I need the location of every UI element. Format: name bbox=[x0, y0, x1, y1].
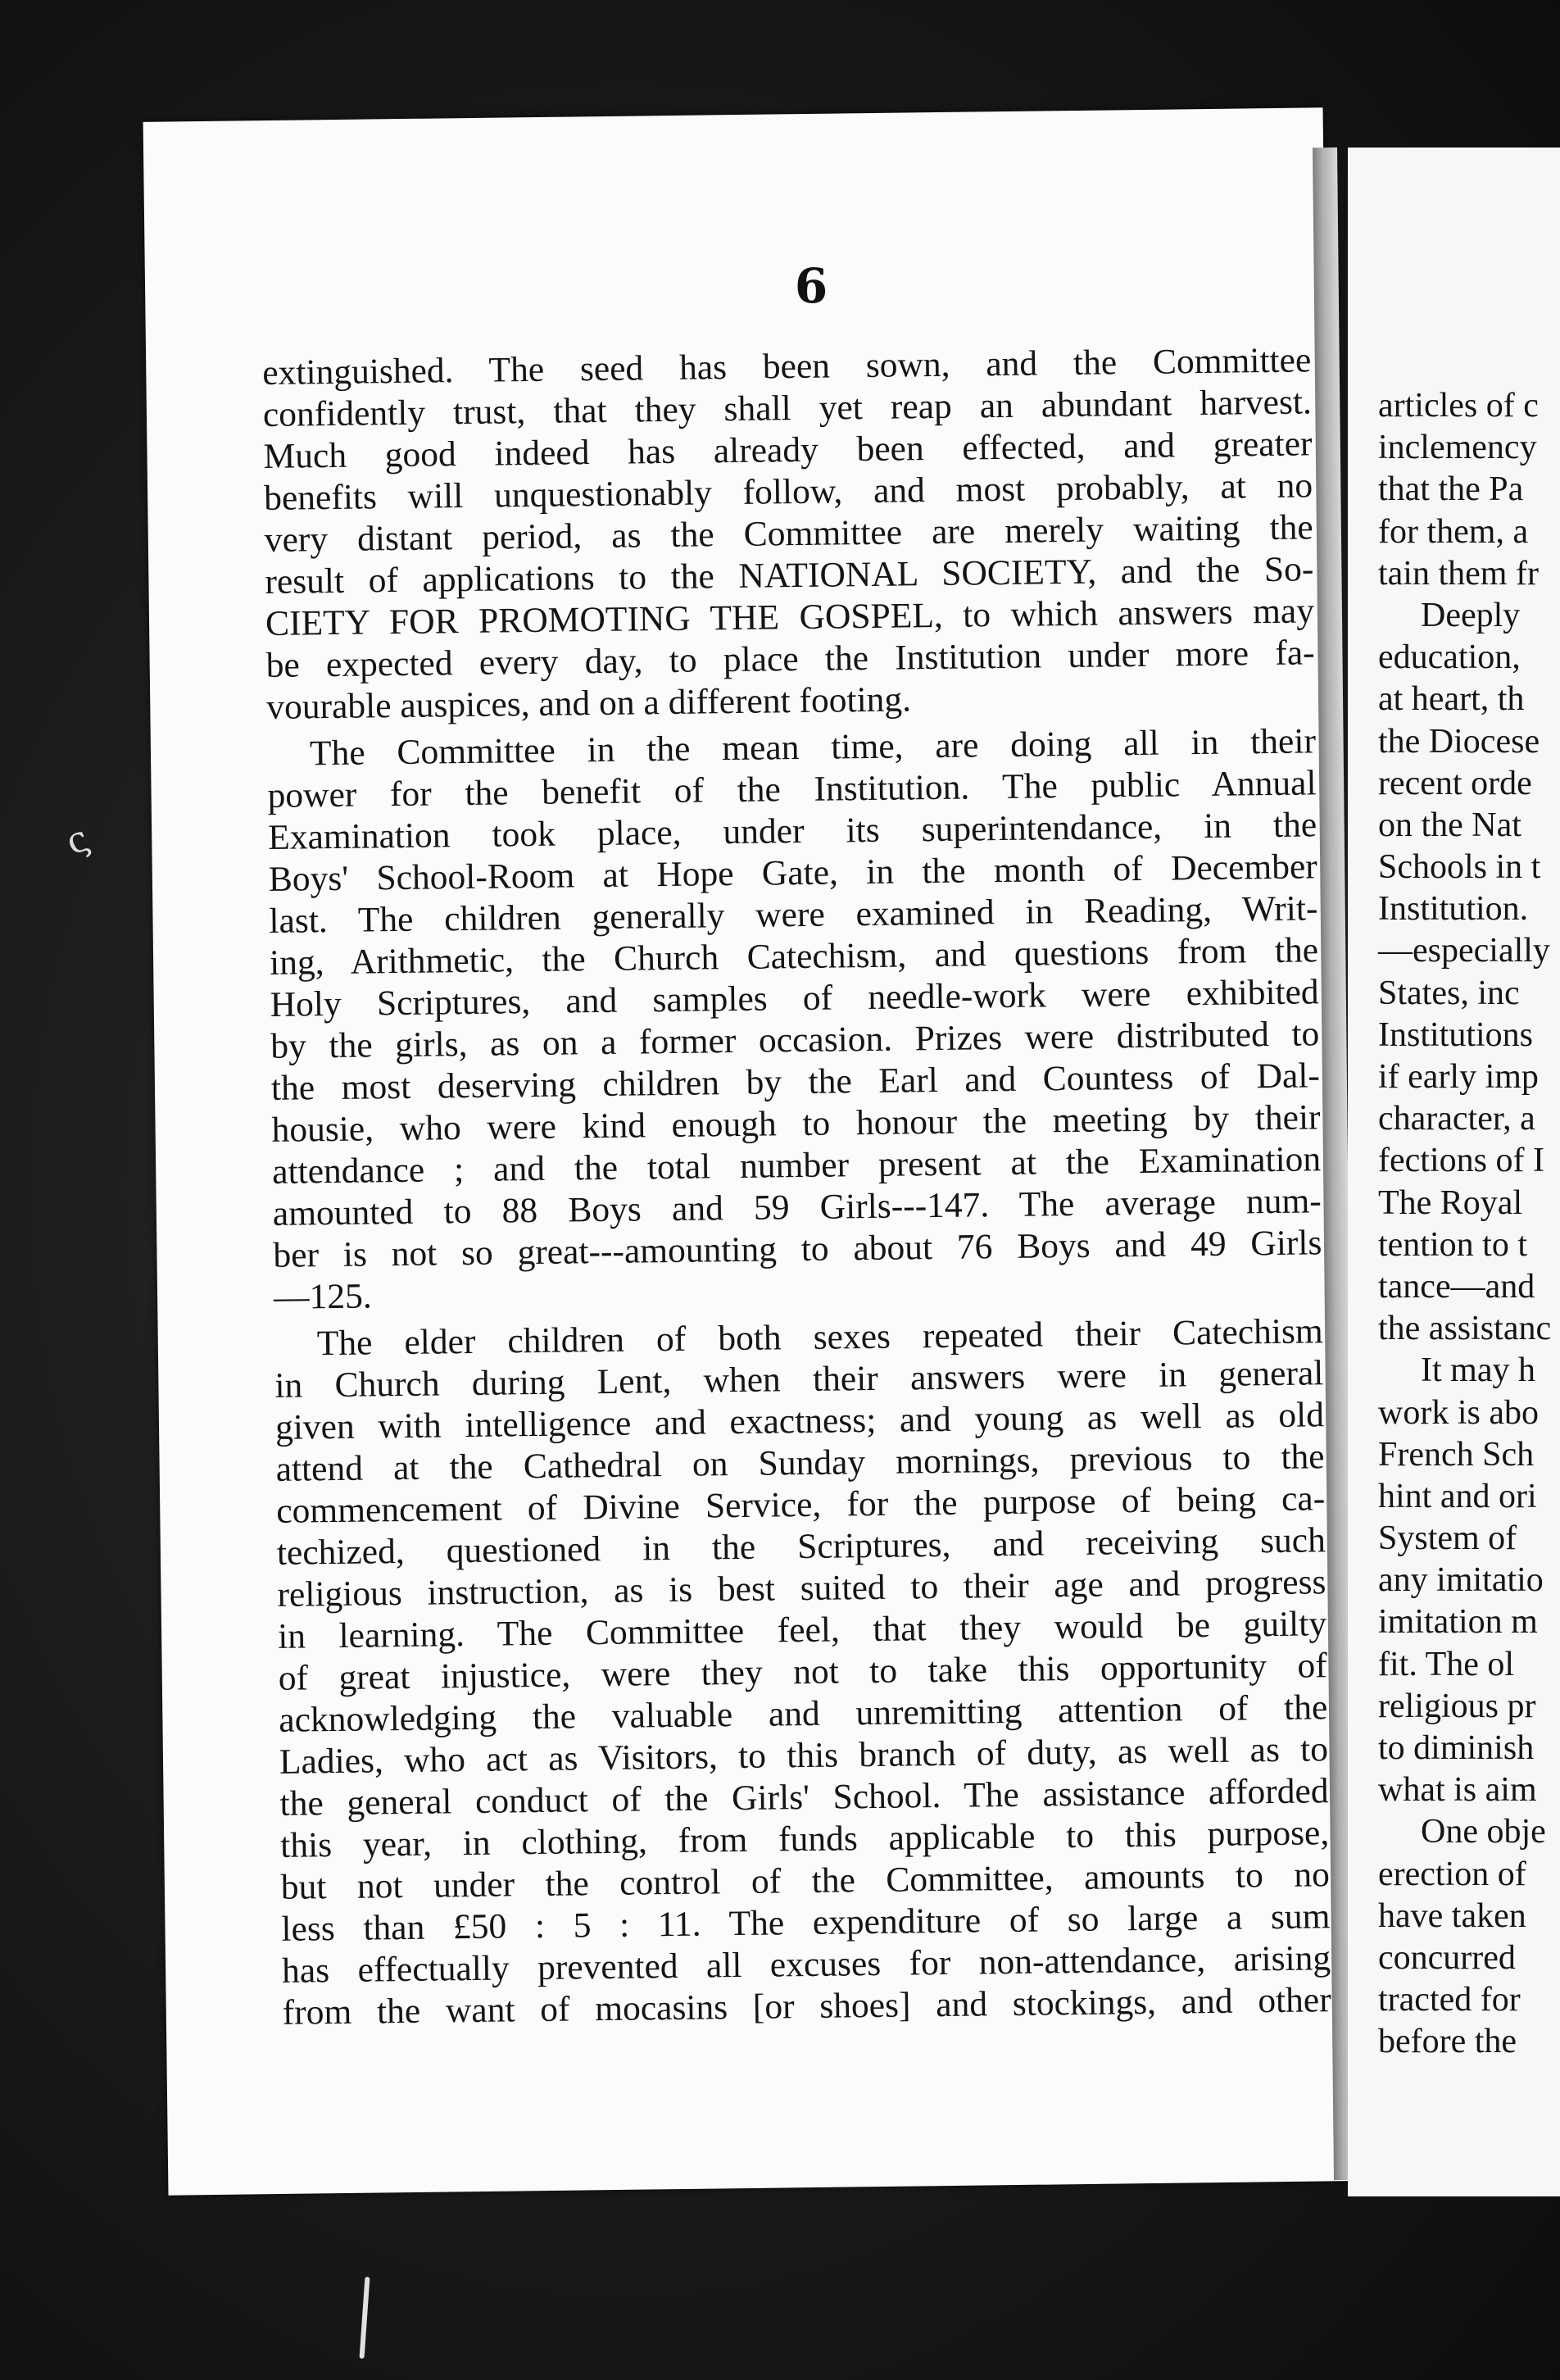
text-line: acknowledging the valuable and unremitting attention of the bbox=[279, 1687, 1328, 1740]
text-line: Holy Scriptures, and samples of needle-work were exhibited bbox=[270, 972, 1319, 1024]
facing-line: tracted for bbox=[1378, 1981, 1521, 2019]
text-line: in Church during Lent, when their answers were in general bbox=[274, 1353, 1324, 1406]
facing-line: character, a bbox=[1378, 1100, 1535, 1138]
facing-line: what is aim bbox=[1378, 1771, 1537, 1810]
facing-line: —especially bbox=[1378, 932, 1550, 970]
facing-line: One obje bbox=[1421, 1813, 1546, 1851]
text-line: from the want of mocasins [or shoes] and stockings, and other bbox=[282, 1980, 1331, 2033]
facing-line: concurred bbox=[1378, 1938, 1516, 1977]
facing-line: for them, a bbox=[1378, 512, 1529, 551]
facing-line: erection of bbox=[1378, 1855, 1526, 1893]
text-line: —125. bbox=[273, 1276, 372, 1317]
page-body bbox=[262, 339, 1331, 2033]
facing-line: work is abo bbox=[1378, 1393, 1539, 1432]
facing-line: tance—and bbox=[1378, 1267, 1535, 1306]
text-line: the most deserving children by the Earl and Countess of Dal- bbox=[270, 1056, 1321, 1108]
facing-line: the Diocese bbox=[1378, 722, 1540, 761]
facing-line: have taken bbox=[1378, 1896, 1526, 1935]
text-line: confidently trust, that they shall yet reap an abundant harvest. bbox=[262, 382, 1313, 434]
facing-line: before the bbox=[1378, 2023, 1517, 2061]
text-line: commencement of Divine Service, for the purpose of being ca- bbox=[275, 1478, 1326, 1531]
facing-line: Institution. bbox=[1378, 890, 1529, 929]
text-line: amounted to 88 Boys and 59 Girls---147. The average num- bbox=[272, 1181, 1322, 1233]
facing-line: States, inc bbox=[1378, 974, 1520, 1012]
text-line: less than £50 : 5 : 11. The expenditure of so large a sum bbox=[281, 1896, 1331, 1949]
text-line: but not under the control of the Committee, amounts to no bbox=[280, 1855, 1331, 1907]
text-line: Examination took place, under its superintendance, in the bbox=[267, 805, 1317, 857]
facing-line: religious pr bbox=[1378, 1687, 1536, 1725]
facing-line: education, bbox=[1378, 638, 1521, 677]
text-line: the general conduct of the Girls' School. The assistance afforded bbox=[279, 1771, 1329, 1824]
text-line: given with intelligence and exactness; and young as well as old bbox=[274, 1395, 1325, 1447]
text-line: benefits will unquestionably follow, and most probably, at no bbox=[263, 466, 1313, 518]
facing-line: Institutions bbox=[1378, 1015, 1534, 1054]
text-line: Ladies, who act as Visitors, to this branch of duty, as well as to bbox=[279, 1729, 1329, 1782]
facing-line: imitation m bbox=[1378, 1603, 1538, 1642]
text-line: result of applications to the NATIONAL SOCIETY, and the So- bbox=[265, 549, 1314, 602]
text-line: very distant period, as the Committee are merely waiting the bbox=[264, 507, 1313, 560]
facing-line: recent orde bbox=[1378, 764, 1532, 802]
facing-line: if early imp bbox=[1378, 1058, 1539, 1096]
text-line: ber is not so great---amounting to about 76 Boys and 49 Girls bbox=[273, 1223, 1322, 1275]
text-line: extinguished. The seed has been sown, and the Committee bbox=[262, 340, 1312, 393]
text-line: power for the benefit of the Institution. The public Annual bbox=[267, 763, 1317, 815]
facing-line: Deeply bbox=[1421, 596, 1521, 634]
text-line: The Committee in the mean time, are doing all in their bbox=[309, 721, 1317, 774]
text-line: ing, Arithmetic, the Church Catechism, and questions from the bbox=[269, 930, 1319, 983]
facing-line: articles of c bbox=[1378, 387, 1539, 425]
text-line: of great injustice, were they not to take this opportunity of bbox=[278, 1646, 1327, 1698]
facing-line: fit. The ol bbox=[1378, 1645, 1515, 1683]
facing-line: any imitatio bbox=[1378, 1561, 1544, 1600]
facing-line: on the Nat bbox=[1378, 806, 1521, 844]
facing-line: tention to t bbox=[1378, 1225, 1527, 1264]
facing-line: Schools in t bbox=[1378, 848, 1541, 887]
text-line: last. The children generally were examined in Reading, Writ- bbox=[269, 888, 1318, 941]
margin-mark: ς bbox=[59, 817, 96, 864]
facing-page-text bbox=[1378, 385, 1560, 2064]
facing-line: It may h bbox=[1421, 1351, 1535, 1390]
page-number: 6 bbox=[794, 258, 828, 314]
facing-line: the assistanc bbox=[1378, 1310, 1552, 1348]
facing-line: inclemency bbox=[1378, 429, 1537, 467]
text-line: housie, who were kind enough to honour the meeting by their bbox=[271, 1097, 1321, 1150]
text-line: The elder children of both sexes repeated their Catechism bbox=[316, 1311, 1323, 1364]
facing-line: System of bbox=[1378, 1519, 1517, 1558]
text-line: CIETY FOR PROMOTING THE GOSPEL, to which answers may bbox=[265, 591, 1315, 643]
text-line: by the girls, as on a former occasion. Prizes were distributed to bbox=[270, 1014, 1320, 1066]
text-line: vourable auspices, and on a different footing. bbox=[265, 679, 912, 727]
text-line: Much good indeed has already been effected, and greater bbox=[263, 424, 1313, 476]
facing-line: tain them fr bbox=[1378, 554, 1539, 593]
text-line: techized, questioned in the Scriptures, and receiving such bbox=[276, 1520, 1326, 1573]
text-line: be expected every day, to place the Institution under more fa- bbox=[265, 633, 1315, 685]
facing-line: hint and ori bbox=[1378, 1477, 1537, 1515]
text-line: religious instruction, as is best suited to their age and progress bbox=[277, 1562, 1326, 1615]
facing-line: that the Pa bbox=[1378, 470, 1524, 509]
facing-line: The Royal bbox=[1378, 1183, 1523, 1222]
text-line: Boys' School-Room at Hope Gate, in the month of December bbox=[268, 847, 1318, 899]
text-line: attendance ; and the total number present at the Examination bbox=[271, 1139, 1322, 1192]
text-line: in learning. The Committee feel, that they would be guilty bbox=[277, 1604, 1327, 1656]
facing-line: at heart, th bbox=[1378, 680, 1525, 719]
text-line: attend at the Cathedral on Sunday mornings, previous to the bbox=[275, 1437, 1325, 1489]
text-line: has effectually prevented all excuses for non-attendance, arising bbox=[281, 1938, 1331, 1991]
text-line: this year, in clothing, from funds applicable to this purpose, bbox=[279, 1813, 1330, 1865]
facing-line: French Sch bbox=[1378, 1435, 1535, 1474]
facing-line: to diminish bbox=[1378, 1729, 1535, 1767]
facing-line: fections of I bbox=[1378, 1142, 1544, 1180]
